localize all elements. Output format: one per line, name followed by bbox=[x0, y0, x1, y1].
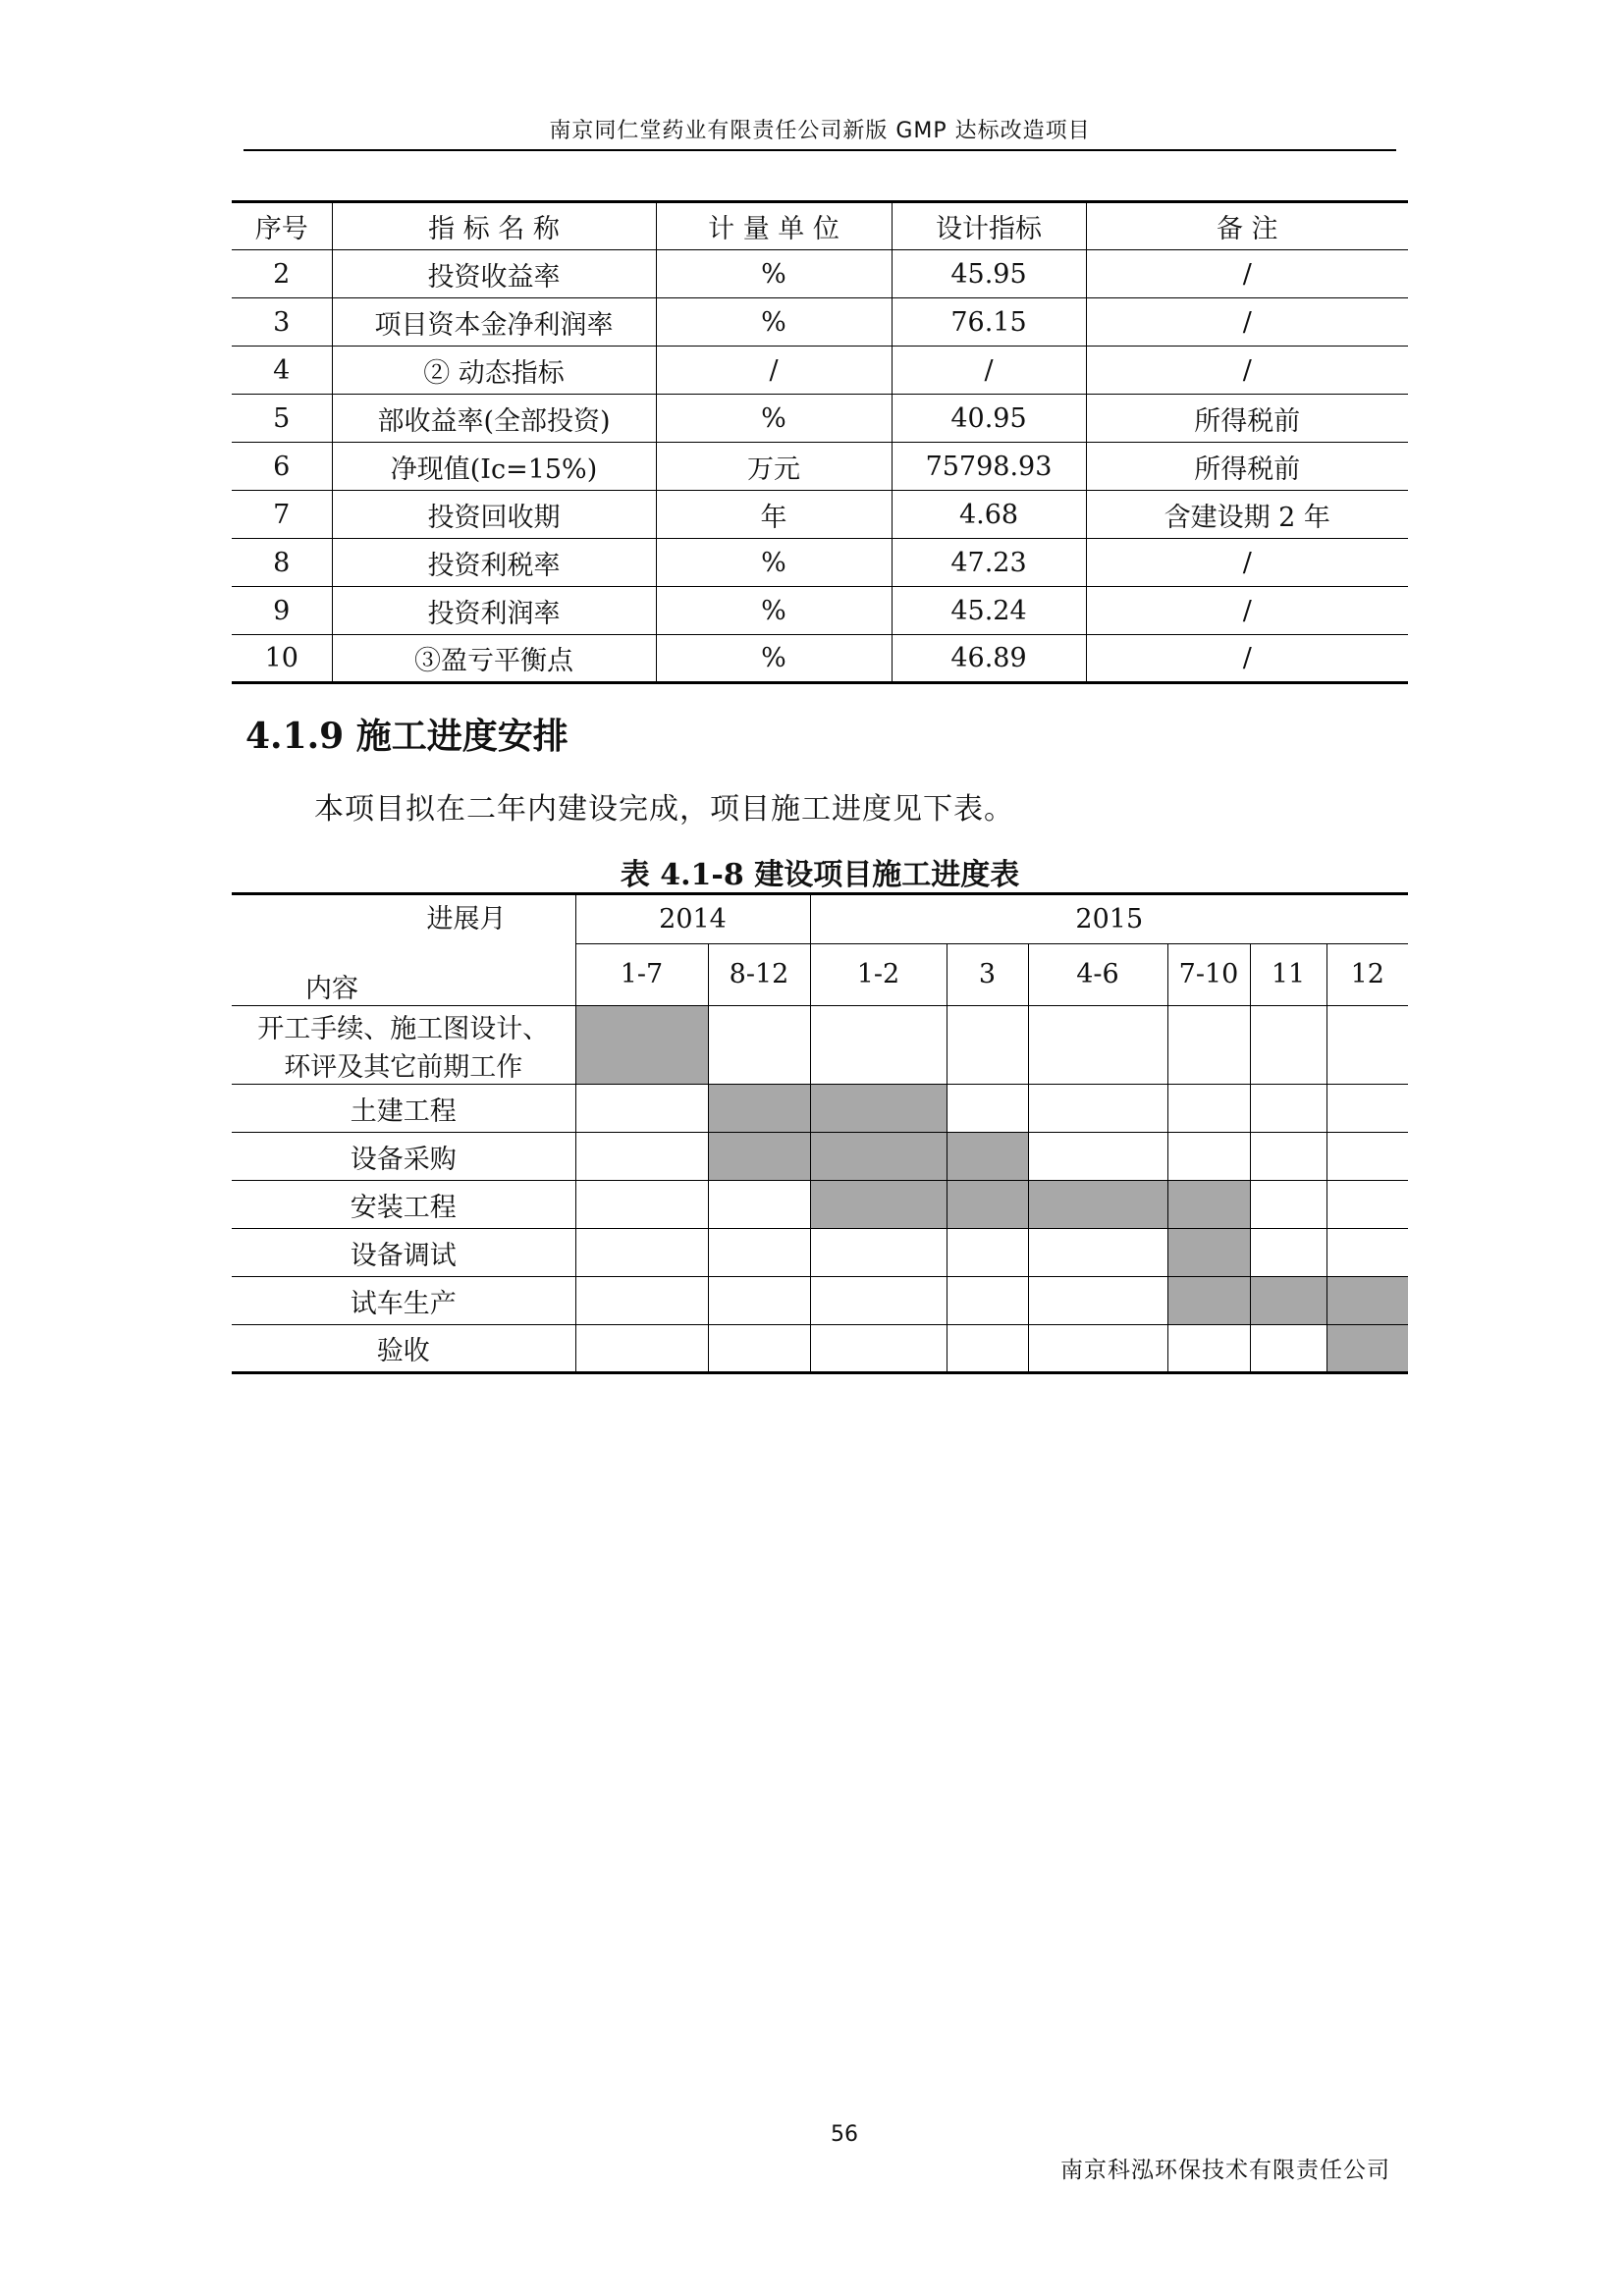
cell-value: / bbox=[892, 347, 1086, 395]
schedule-task-cell bbox=[232, 1325, 575, 1373]
cell-unit: % bbox=[656, 298, 892, 347]
schedule-task-cell bbox=[232, 1006, 575, 1085]
schedule-bar-cell-filled bbox=[810, 1085, 947, 1133]
schedule-row bbox=[232, 1325, 1408, 1373]
schedule-bar-cell-empty bbox=[1028, 1006, 1167, 1085]
cell-index: 10 bbox=[232, 635, 332, 683]
cell-unit: % bbox=[656, 587, 892, 635]
cell-value: 75798.93 bbox=[892, 443, 1086, 491]
schedule-bar-cell-filled bbox=[1250, 1277, 1326, 1325]
cell-index: 8 bbox=[232, 539, 332, 587]
schedule-row bbox=[232, 1006, 1408, 1085]
schedule-task-label: 开工手续、施工图设计、 bbox=[257, 1013, 550, 1044]
schedule-bar-cell-empty bbox=[947, 1277, 1028, 1325]
month-header: 4-6 bbox=[1028, 943, 1167, 1005]
schedule-task-label: 验收 bbox=[376, 1336, 430, 1366]
schedule-bar-cell-empty bbox=[575, 1229, 708, 1277]
schedule-task-cell bbox=[232, 1133, 575, 1181]
indicator-table-row bbox=[232, 250, 1408, 298]
schedule-bar-cell-filled bbox=[810, 1181, 947, 1229]
schedule-bar-cell-empty bbox=[1326, 1229, 1408, 1277]
schedule-task-cell bbox=[232, 1277, 575, 1325]
schedule-bar-cell-filled bbox=[1326, 1325, 1408, 1373]
cell-value: 46.89 bbox=[892, 635, 1086, 683]
cell-remark: 含建设期 2 年 bbox=[1086, 491, 1408, 539]
schedule-bar-cell-empty bbox=[708, 1006, 810, 1085]
cell-value: 47.23 bbox=[892, 539, 1086, 587]
cell-name: 净现值(Ic=15%) bbox=[332, 443, 656, 491]
schedule-bar-cell-empty bbox=[1028, 1277, 1167, 1325]
schedule-task-label: 设备调试 bbox=[350, 1240, 457, 1271]
cell-index: 2 bbox=[232, 250, 332, 298]
schedule-row bbox=[232, 1277, 1408, 1325]
schedule-task-label: 设备采购 bbox=[350, 1144, 457, 1175]
col-header-remark: 备 注 bbox=[1086, 202, 1408, 250]
schedule-bar-cell-empty bbox=[1167, 1325, 1250, 1373]
cell-index: 7 bbox=[232, 491, 332, 539]
schedule-row bbox=[232, 1133, 1408, 1181]
schedule-bar-cell-empty bbox=[708, 1181, 810, 1229]
schedule-bar-cell-filled bbox=[1167, 1181, 1250, 1229]
schedule-bar-cell-filled bbox=[1326, 1277, 1408, 1325]
schedule-bar-cell-empty bbox=[947, 1229, 1028, 1277]
schedule-bar-cell-empty bbox=[575, 1277, 708, 1325]
schedule-row bbox=[232, 1085, 1408, 1133]
schedule-bar-cell-empty bbox=[1167, 1085, 1250, 1133]
year-2015-header: 2015 bbox=[810, 894, 1408, 944]
cell-remark: / bbox=[1086, 347, 1408, 395]
indicator-table-header-row bbox=[232, 202, 1408, 250]
schedule-bar-cell-empty bbox=[810, 1277, 947, 1325]
schedule-bar-cell-empty bbox=[1167, 1133, 1250, 1181]
indicator-table-row bbox=[232, 347, 1408, 395]
schedule-bar-cell-empty bbox=[1167, 1006, 1250, 1085]
schedule-row bbox=[232, 1181, 1408, 1229]
schedule-bar-cell-filled bbox=[708, 1085, 810, 1133]
cell-name: 投资收益率 bbox=[332, 250, 656, 298]
schedule-bar-cell-empty bbox=[1250, 1229, 1326, 1277]
schedule-bar-cell-empty bbox=[810, 1229, 947, 1277]
month-header: 7-10 bbox=[1167, 943, 1250, 1005]
schedule-task-label: 安装工程 bbox=[350, 1192, 457, 1223]
section-heading: 4.1.9 施工进度安排 bbox=[245, 716, 568, 757]
cell-index: 3 bbox=[232, 298, 332, 347]
cell-name: 项目资本金净利润率 bbox=[332, 298, 656, 347]
schedule-bar-cell-filled bbox=[1028, 1181, 1167, 1229]
cell-remark: / bbox=[1086, 635, 1408, 683]
header-rule bbox=[244, 149, 1396, 151]
schedule-bar-cell-filled bbox=[947, 1133, 1028, 1181]
cell-value: 76.15 bbox=[892, 298, 1086, 347]
indicator-table-row bbox=[232, 298, 1408, 347]
month-header: 11 bbox=[1250, 943, 1326, 1005]
schedule-corner-cell bbox=[232, 894, 575, 1006]
schedule-year-row bbox=[232, 894, 1408, 944]
cell-index: 9 bbox=[232, 587, 332, 635]
corner-progress-month-label: 进展月 bbox=[426, 904, 507, 934]
schedule-bar-cell-empty bbox=[1326, 1006, 1408, 1085]
schedule-bar-cell-empty bbox=[575, 1325, 708, 1373]
schedule-bar-cell-empty bbox=[1028, 1133, 1167, 1181]
month-header: 8-12 bbox=[708, 943, 810, 1005]
cell-unit: / bbox=[656, 347, 892, 395]
cell-remark: / bbox=[1086, 539, 1408, 587]
schedule-bar-cell-filled bbox=[810, 1133, 947, 1181]
schedule-bar-cell-filled bbox=[708, 1133, 810, 1181]
month-header: 3 bbox=[947, 943, 1028, 1005]
schedule-task-cell bbox=[232, 1229, 575, 1277]
schedule-task-label: 土建工程 bbox=[350, 1095, 457, 1127]
cell-unit: % bbox=[656, 395, 892, 443]
indicator-table-row bbox=[232, 635, 1408, 683]
schedule-bar-cell-empty bbox=[1326, 1181, 1408, 1229]
year-2014-header: 2014 bbox=[575, 894, 810, 944]
footer-company: 南京科泓环保技术有限责任公司 bbox=[1060, 2158, 1390, 2183]
page-number: 56 bbox=[831, 2122, 858, 2147]
cell-name: 投资利税率 bbox=[332, 539, 656, 587]
cell-unit: 年 bbox=[656, 491, 892, 539]
schedule-bar-cell-filled bbox=[1167, 1277, 1250, 1325]
schedule-bar-cell-empty bbox=[947, 1085, 1028, 1133]
col-header-unit: 计 量 单 位 bbox=[656, 202, 892, 250]
indicator-table-row bbox=[232, 443, 1408, 491]
schedule-bar-cell-empty bbox=[575, 1133, 708, 1181]
schedule-bar-cell-empty bbox=[810, 1006, 947, 1085]
schedule-task-cell bbox=[232, 1181, 575, 1229]
cell-unit: % bbox=[656, 250, 892, 298]
table-caption: 表 4.1-8 建设项目施工进度表 bbox=[620, 858, 1020, 892]
cell-index: 6 bbox=[232, 443, 332, 491]
schedule-bar-cell-empty bbox=[810, 1325, 947, 1373]
cell-remark: / bbox=[1086, 587, 1408, 635]
schedule-task-label: 试车生产 bbox=[350, 1288, 457, 1319]
cell-unit: % bbox=[656, 539, 892, 587]
cell-name: 部收益率(全部投资) bbox=[332, 395, 656, 443]
schedule-task-label-line2: 环评及其它前期工作 bbox=[284, 1051, 523, 1083]
indicator-table bbox=[232, 200, 1408, 684]
schedule-bar-cell-empty bbox=[575, 1085, 708, 1133]
indicator-table-row bbox=[232, 587, 1408, 635]
schedule-bar-cell-empty bbox=[708, 1277, 810, 1325]
cell-remark: / bbox=[1086, 250, 1408, 298]
schedule-bar-cell-empty bbox=[1250, 1006, 1326, 1085]
cell-name: 投资回收期 bbox=[332, 491, 656, 539]
schedule-bar-cell-empty bbox=[947, 1006, 1028, 1085]
schedule-bar-cell-empty bbox=[1028, 1229, 1167, 1277]
cell-value: 45.24 bbox=[892, 587, 1086, 635]
corner-content-label: 内容 bbox=[305, 974, 358, 1004]
schedule-bar-cell-empty bbox=[1250, 1133, 1326, 1181]
indicator-table-row bbox=[232, 395, 1408, 443]
cell-name: ③盈亏平衡点 bbox=[332, 635, 656, 683]
month-header: 1-2 bbox=[810, 943, 947, 1005]
schedule-bar-cell-filled bbox=[947, 1181, 1028, 1229]
cell-index: 4 bbox=[232, 347, 332, 395]
col-header-value: 设计指标 bbox=[892, 202, 1086, 250]
cell-value: 4.68 bbox=[892, 491, 1086, 539]
schedule-bar-cell-filled bbox=[1167, 1229, 1250, 1277]
schedule-bar-cell-filled bbox=[575, 1006, 708, 1085]
cell-unit: % bbox=[656, 635, 892, 683]
schedule-bar-cell-empty bbox=[1250, 1325, 1326, 1373]
schedule-row bbox=[232, 1229, 1408, 1277]
col-header-index: 序号 bbox=[232, 202, 332, 250]
schedule-table bbox=[232, 892, 1408, 1374]
schedule-bar-cell-empty bbox=[1326, 1085, 1408, 1133]
schedule-task-cell bbox=[232, 1085, 575, 1133]
indicator-table-row bbox=[232, 491, 1408, 539]
month-header: 12 bbox=[1326, 943, 1408, 1005]
schedule-bar-cell-empty bbox=[575, 1181, 708, 1229]
schedule-bar-cell-empty bbox=[1028, 1325, 1167, 1373]
cell-remark: 所得税前 bbox=[1086, 443, 1408, 491]
cell-value: 40.95 bbox=[892, 395, 1086, 443]
cell-name: 投资利润率 bbox=[332, 587, 656, 635]
schedule-bar-cell-empty bbox=[708, 1325, 810, 1373]
schedule-bar-cell-empty bbox=[947, 1325, 1028, 1373]
cell-value: 45.95 bbox=[892, 250, 1086, 298]
cell-index: 5 bbox=[232, 395, 332, 443]
schedule-bar-cell-empty bbox=[1250, 1085, 1326, 1133]
section-paragraph: 本项目拟在二年内建设完成，项目施工进度见下表。 bbox=[314, 792, 1014, 827]
cell-remark: 所得税前 bbox=[1086, 395, 1408, 443]
schedule-bar-cell-empty bbox=[708, 1229, 810, 1277]
col-header-name: 指 标 名 称 bbox=[332, 202, 656, 250]
page-header-title: 南京同仁堂药业有限责任公司新版 GMP 达标改造项目 bbox=[549, 119, 1091, 143]
schedule-bar-cell-empty bbox=[1028, 1085, 1167, 1133]
indicator-table-row bbox=[232, 539, 1408, 587]
schedule-bar-cell-empty bbox=[1250, 1181, 1326, 1229]
schedule-bar-cell-empty bbox=[1326, 1133, 1408, 1181]
cell-name: ② 动态指标 bbox=[332, 347, 656, 395]
cell-unit: 万元 bbox=[656, 443, 892, 491]
cell-remark: / bbox=[1086, 298, 1408, 347]
month-header: 1-7 bbox=[575, 943, 708, 1005]
